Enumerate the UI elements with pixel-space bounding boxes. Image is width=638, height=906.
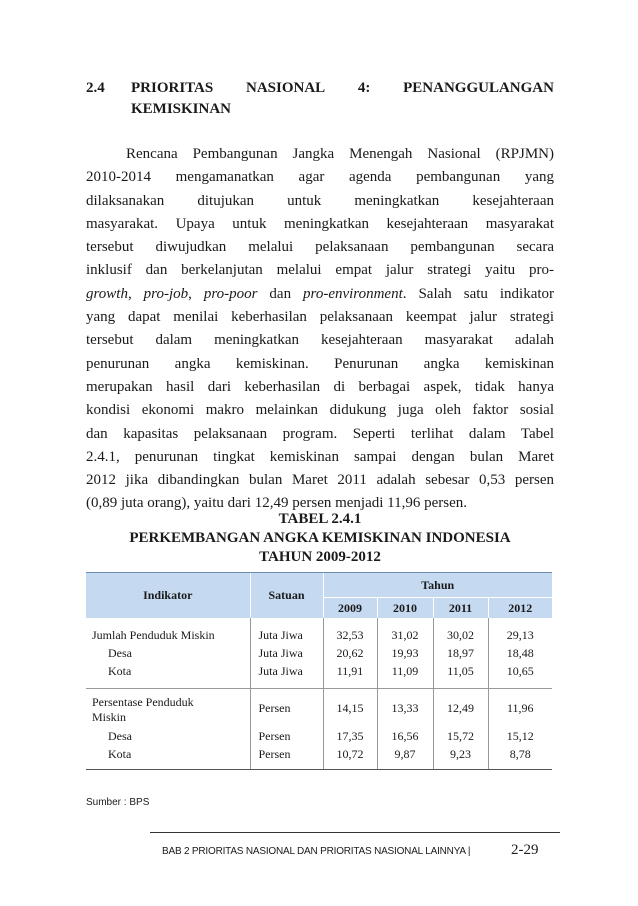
paragraph-line-italic: growth, pro-job, pro-poor dan pro-environment. Salah satu indikator <box>86 285 555 302</box>
header-satuan: Satuan <box>250 573 323 619</box>
paragraph-line: (0,89 juta orang), yaitu dari 12,49 persen menjadi 11,96 persen. <box>86 495 468 512</box>
table-caption-title: PERKEMBANGAN ANGKA KEMISKINAN INDONESIA <box>129 530 511 546</box>
paragraph-line: Rencana Pembangunan Jangka Menengah Nasional (RPJMN) <box>126 146 554 162</box>
italic-term: pro-job <box>143 285 189 302</box>
cell-value: 9,87 <box>377 745 433 763</box>
header-year: 2012 <box>488 598 552 619</box>
row-label-line: Persentase Penduduk <box>92 695 194 709</box>
row-label: Desa <box>86 644 250 662</box>
table-row <box>86 727 552 745</box>
cell-value: 11,09 <box>377 662 433 680</box>
cell-value: 15,72 <box>433 727 488 745</box>
title-word: NASIONAL <box>245 80 326 96</box>
row-label: Kota <box>86 745 250 763</box>
header-year: 2009 <box>323 598 377 619</box>
cell-value: 18,97 <box>433 644 488 662</box>
row-unit: Juta Jiwa <box>250 662 323 680</box>
paragraph-line: dan kapasitas pelaksanaan program. Seperti terlihat dalam Tabel <box>86 425 554 442</box>
footer-chapter-title: BAB 2 PRIORITAS NASIONAL DAN PRIORITAS NASIONAL LAINNYA | <box>162 846 471 857</box>
section-title-line2: KEMISKINAN <box>131 101 232 117</box>
section-title-line1 <box>131 78 554 99</box>
cell-value: 18,48 <box>506 645 534 660</box>
header-indikator: Indikator <box>86 573 250 619</box>
cell-value: 17,35 <box>323 727 377 745</box>
row-unit: Juta Jiwa <box>250 644 323 662</box>
row-unit: Persen <box>250 689 323 728</box>
cell-value: 11,96 <box>506 700 534 715</box>
paragraph-line: merupakan hasil dari keberhasilan di berbagai aspek, tidak hanya <box>86 378 554 395</box>
paragraph-line: tersebut dalam meningkatkan kesejahteraan masyarakat adalah <box>86 332 554 349</box>
cell-value: 32,53 <box>323 626 377 644</box>
cell-value: 12,49 <box>433 689 488 728</box>
cell-value: 9,23 <box>433 745 488 763</box>
cell-value: 14,15 <box>323 689 377 728</box>
cell-value: 30,02 <box>433 626 488 644</box>
title-word: 4: <box>357 80 371 96</box>
cell-value: 20,62 <box>323 644 377 662</box>
cell-value: 19,93 <box>377 644 433 662</box>
cell-value: 10,72 <box>323 745 377 763</box>
italic-term: growth <box>86 285 128 302</box>
cell-value: 8,78 <box>509 746 531 761</box>
paragraph-line: inklusif dan berkelanjutan melalui empat jalur strategi yaitu pro- <box>86 262 554 279</box>
italic-term: pro-environment <box>303 285 403 302</box>
header-tahun: Tahun <box>323 573 552 598</box>
header-year: 2010 <box>377 598 433 619</box>
paragraph-line: kondisi ekonomi makro melainkan didukung juga oleh faktor sosial <box>86 402 554 419</box>
cell-value: 10,65 <box>506 663 534 678</box>
cell-value: 16,56 <box>377 727 433 745</box>
cell-value: 31,02 <box>377 626 433 644</box>
table-caption-years: TAHUN 2009-2012 <box>259 549 381 565</box>
paragraph-line: masyarakat. Upaya untuk meningkatkan kesejahteraan masyarakat <box>86 215 554 232</box>
paragraph-line: 2010-2014 mengamanatkan agar agenda pembangunan yang <box>86 169 554 186</box>
footer-divider <box>150 832 560 833</box>
italic-term: pro-poor <box>203 285 258 302</box>
row-label <box>86 689 250 728</box>
title-word: PRIORITAS <box>131 80 214 96</box>
cell-value: 29,13 <box>506 627 534 642</box>
poverty-table <box>86 572 552 770</box>
row-unit: Persen <box>250 727 323 745</box>
paragraph-line: penurunan angka kemiskinan. Penurunan angka kemiskinan <box>86 355 554 372</box>
paragraph-line: 2.4.1, penurunan tingkat kemiskinan sampai dengan bulan Maret <box>86 448 554 465</box>
table-row <box>86 662 552 680</box>
paragraph-line: yang dapat menilai keberhasilan pelaksanaan keempat jalur strategi <box>86 309 554 326</box>
table-caption-number: TABEL 2.4.1 <box>278 511 362 527</box>
table-row <box>86 689 552 728</box>
paragraph-line: 2012 jika dibandingkan bulan Maret 2011 adalah sebesar 0,53 persen <box>86 472 554 489</box>
title-word: PENANGGULANGAN <box>403 80 554 96</box>
cell-value: 11,05 <box>433 662 488 680</box>
paragraph-line: dilaksanakan ditujukan untuk meningkatkan kesejahteraan <box>86 192 554 209</box>
row-label: Desa <box>86 727 250 745</box>
table-source: Sumber : BPS <box>86 797 150 808</box>
paragraph-line: tersebut diwujudkan melalui pelaksanaan pembangunan secara <box>86 239 554 256</box>
table-row <box>86 626 552 644</box>
row-label-line: Miskin <box>92 710 127 724</box>
table-row <box>86 644 552 662</box>
row-label: Kota <box>86 662 250 680</box>
row-unit: Juta Jiwa <box>250 626 323 644</box>
section-number: 2.4 <box>86 80 105 96</box>
table-row <box>86 745 552 763</box>
cell-value: 11,91 <box>323 662 377 680</box>
header-year: 2011 <box>433 598 488 619</box>
body-paragraph <box>86 143 554 516</box>
cell-value: 13,33 <box>377 689 433 728</box>
cell-value: 15,12 <box>506 728 534 743</box>
row-unit: Persen <box>250 745 323 763</box>
row-label: Jumlah Penduduk Miskin <box>86 626 250 644</box>
page-number: 2-29 <box>511 842 539 858</box>
